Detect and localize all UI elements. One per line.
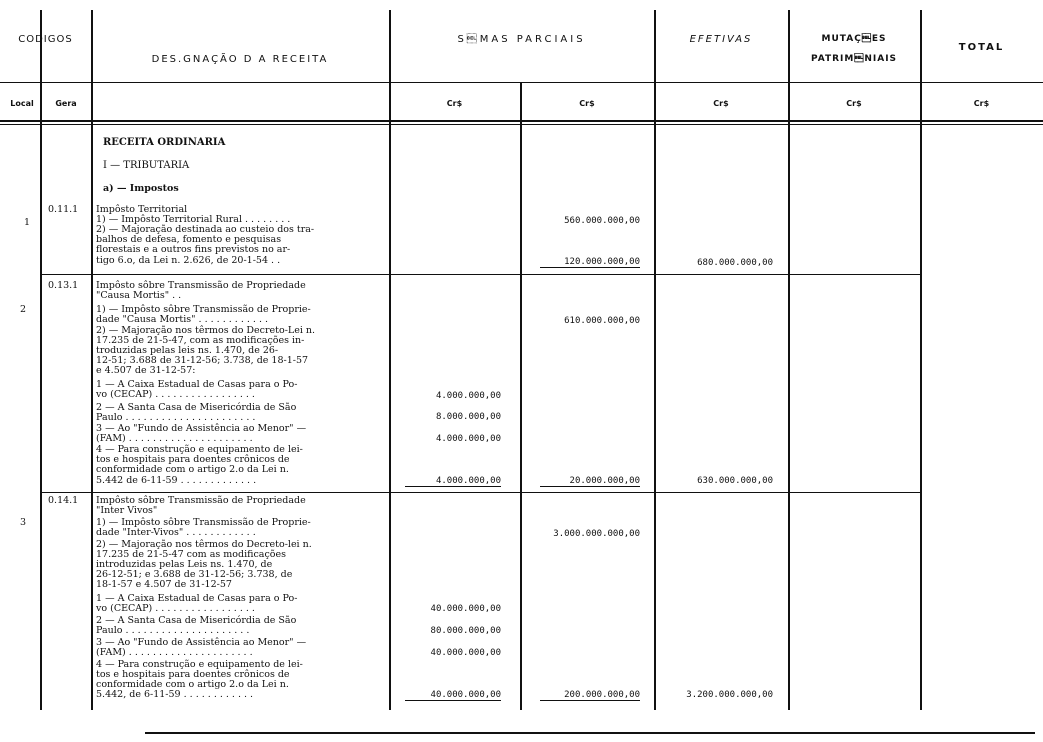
receita-line: 4 — Para construção e equipamento de lei-	[96, 444, 303, 455]
block-divider	[40, 492, 920, 493]
code-geral: 0.14.1	[48, 495, 79, 506]
parcela-value: 80.000.000,00	[430, 626, 501, 636]
receita-line: tigo 6.o, da Lei n. 2.626, de 20-1-54 . .	[96, 255, 281, 266]
parcela-value: 40.000.000,00	[430, 604, 501, 614]
receita-line: 2) — Majoração destinada ao custeio dos tra-	[96, 224, 315, 235]
header-geral: Gera	[55, 99, 77, 108]
receita-line: "Inter Vivos"	[96, 505, 158, 516]
header-mutacoes-1: MUTAÇES	[821, 34, 887, 44]
parcela-value: 4.000.000,00	[435, 391, 501, 401]
receita-line: (FAM) . . . . . . . . . . . . . . . . . . . . .	[96, 647, 253, 658]
rule-efetivas	[654, 10, 656, 710]
efetiva-value: 630.000.000,00	[697, 476, 773, 486]
rule-footer	[145, 732, 1035, 734]
receita-line: 4 — Para construção e equipamento de lei-	[96, 659, 303, 670]
receita-line: balhos de defesa, fomento e pesquisas	[96, 234, 282, 245]
receita-line: Impôsto sôbre Transmissão de Propriedade	[96, 495, 306, 506]
receita-line: 2) — Majoração nos têrmos do Decreto-Lei n.	[96, 325, 316, 336]
header-local: Local	[10, 99, 34, 108]
currency-parciais-2: Cr$	[579, 99, 595, 108]
receita-line: introduzidas pelas Leis ns. 1.470, de	[96, 559, 273, 570]
currency-efetivas: Cr$	[713, 99, 729, 108]
receita-line: 5.442 de 6-11-59 . . . . . . . . . . . . .	[96, 475, 257, 486]
receita-line: (FAM) . . . . . . . . . . . . . . . . . . . . .	[96, 433, 253, 444]
code-local: 1	[24, 217, 31, 228]
code-geral: 0.13.1	[48, 280, 79, 291]
receita-line: tos e hospitais para doentes crônicos de	[96, 454, 290, 465]
rule-header-bottom-2	[0, 124, 1043, 125]
receita-line: 3 — Ao "Fundo de Assistência ao Menor" —	[96, 637, 307, 648]
currency-parciais-1: Cr$	[446, 99, 463, 108]
rule-header-mid	[0, 82, 1043, 83]
receita-line: Paulo . . . . . . . . . . . . . . . . . . . . . .	[96, 412, 256, 423]
rule-designacao	[389, 10, 391, 710]
receita-line: tos e hospitais para doentes crônicos de	[96, 669, 290, 680]
receita-line: e 4.507 de 31-12-57:	[96, 365, 196, 376]
receita-line: 26-12-51; e 3.688 de 31-12-56; 3.738, de	[96, 569, 293, 580]
code-geral: 0.11.1	[48, 204, 79, 215]
rule-codes	[91, 10, 93, 710]
soma-parcial-value: 120.000.000,00	[540, 257, 640, 268]
section-tributaria: I — TRIBUTARIA	[103, 160, 190, 171]
parcela-value: 40.000.000,00	[405, 690, 501, 701]
receita-line: "Causa Mortis" . .	[96, 290, 182, 301]
receita-line: 5.442, de 6-11-59 . . . . . . . . . . . .	[96, 689, 254, 700]
currency-mutacoes: Cr$	[846, 99, 862, 108]
receita-line: Impôsto Territorial	[96, 204, 188, 215]
parcela-value: 4.000.000,00	[405, 476, 501, 487]
receita-line: 1) — Impôsto sôbre Transmissão de Proprie-	[96, 517, 311, 528]
rule-left	[40, 10, 42, 710]
receita-line: 17.235 de 21-5-47, com as modificações in-	[96, 335, 305, 346]
soma-parcial-value: 20.000.000,00	[540, 476, 640, 487]
receita-line: 1) — Impôsto Territorial Rural . . . . . . . .	[96, 214, 291, 225]
receita-line: troduzidas pelas leis ns. 1.470, de 26-	[96, 345, 279, 356]
currency-total: Cr$	[973, 99, 990, 108]
efetiva-value: 3.200.000.000,00	[686, 690, 773, 700]
section-receita-ordinaria: RECEITA ORDINARIA	[103, 137, 226, 148]
soma-parcial-value: 610.000.000,00	[564, 316, 640, 326]
rule-header-bottom	[0, 120, 1043, 122]
soma-parcial-value: 3.000.000.000,00	[553, 529, 640, 539]
receita-line: 2) — Majoração nos têrmos do Decreto-lei n.	[96, 539, 312, 550]
receita-line: 18-1-57 e 4.507 de 31-12-57	[96, 579, 232, 590]
receita-line: 1 — A Caixa Estadual de Casas para o Po-	[96, 593, 298, 604]
header-mutacoes-2: PATRIMNIAIS	[810, 54, 898, 64]
receita-line: 3 — Ao "Fundo de Assistência ao Menor" —	[96, 423, 307, 434]
efetiva-value: 680.000.000,00	[697, 258, 773, 268]
receita-line: 1) — Impôsto sôbre Transmissão de Proprie-	[96, 304, 311, 315]
header-designacao: DES.GNAÇÃO D A RECEITA	[151, 54, 329, 65]
receita-line: 1 — A Caixa Estadual de Casas para o Po-	[96, 379, 298, 390]
block-divider	[40, 274, 920, 275]
parcela-value: 8.000.000,00	[435, 412, 501, 422]
soma-parcial-value: 200.000.000,00	[540, 690, 640, 701]
parcela-value: 40.000.000,00	[430, 648, 501, 658]
section-impostos: a) — Impostos	[103, 183, 179, 194]
receita-line: vo (CECAP) . . . . . . . . . . . . . . . . .	[96, 603, 255, 614]
receita-line: conformidade com o artigo 2.o da Lei n.	[96, 679, 289, 690]
code-local: 3	[20, 517, 27, 528]
rule-parciais-mid	[520, 82, 522, 710]
rule-mutacoes	[788, 10, 790, 710]
header-somas-parciais: SMAS PARCIAIS	[457, 34, 586, 45]
receita-line: 2 — A Santa Casa de Misericórdia de São	[96, 402, 297, 413]
rule-total	[920, 10, 922, 710]
code-local: 2	[20, 304, 27, 315]
receita-line: 17.235 de 21-5-47 com as modificações	[96, 549, 286, 560]
header-efetivas: EFETIVAS	[689, 34, 753, 45]
receita-line: 2 — A Santa Casa de Misericórdia de São	[96, 615, 297, 626]
soma-parcial-value: 560.000.000,00	[564, 216, 640, 226]
receita-line: 12-51; 3.688 de 31-12-56; 3.738, de 18-1-57	[96, 355, 309, 366]
receita-line: dade "Inter-Vivos" . . . . . . . . . . . .	[96, 527, 256, 538]
receita-line: dade "Causa Mortis" . . . . . . . . . . . .	[96, 314, 269, 325]
receita-line: Paulo . . . . . . . . . . . . . . . . . . . . .	[96, 625, 250, 636]
receita-line: vo (CECAP) . . . . . . . . . . . . . . . . .	[96, 389, 255, 400]
receita-line: florestais e a outros fins previstos no ar-	[96, 244, 291, 255]
parcela-value: 4.000.000,00	[435, 434, 501, 444]
header-codigos: CODIGOS	[18, 34, 73, 45]
receita-line: conformidade com o artigo 2.o da Lei n.	[96, 464, 289, 475]
header-total: TOTAL	[958, 42, 1005, 53]
receita-line: Impôsto sôbre Transmissão de Propriedade	[96, 280, 306, 291]
